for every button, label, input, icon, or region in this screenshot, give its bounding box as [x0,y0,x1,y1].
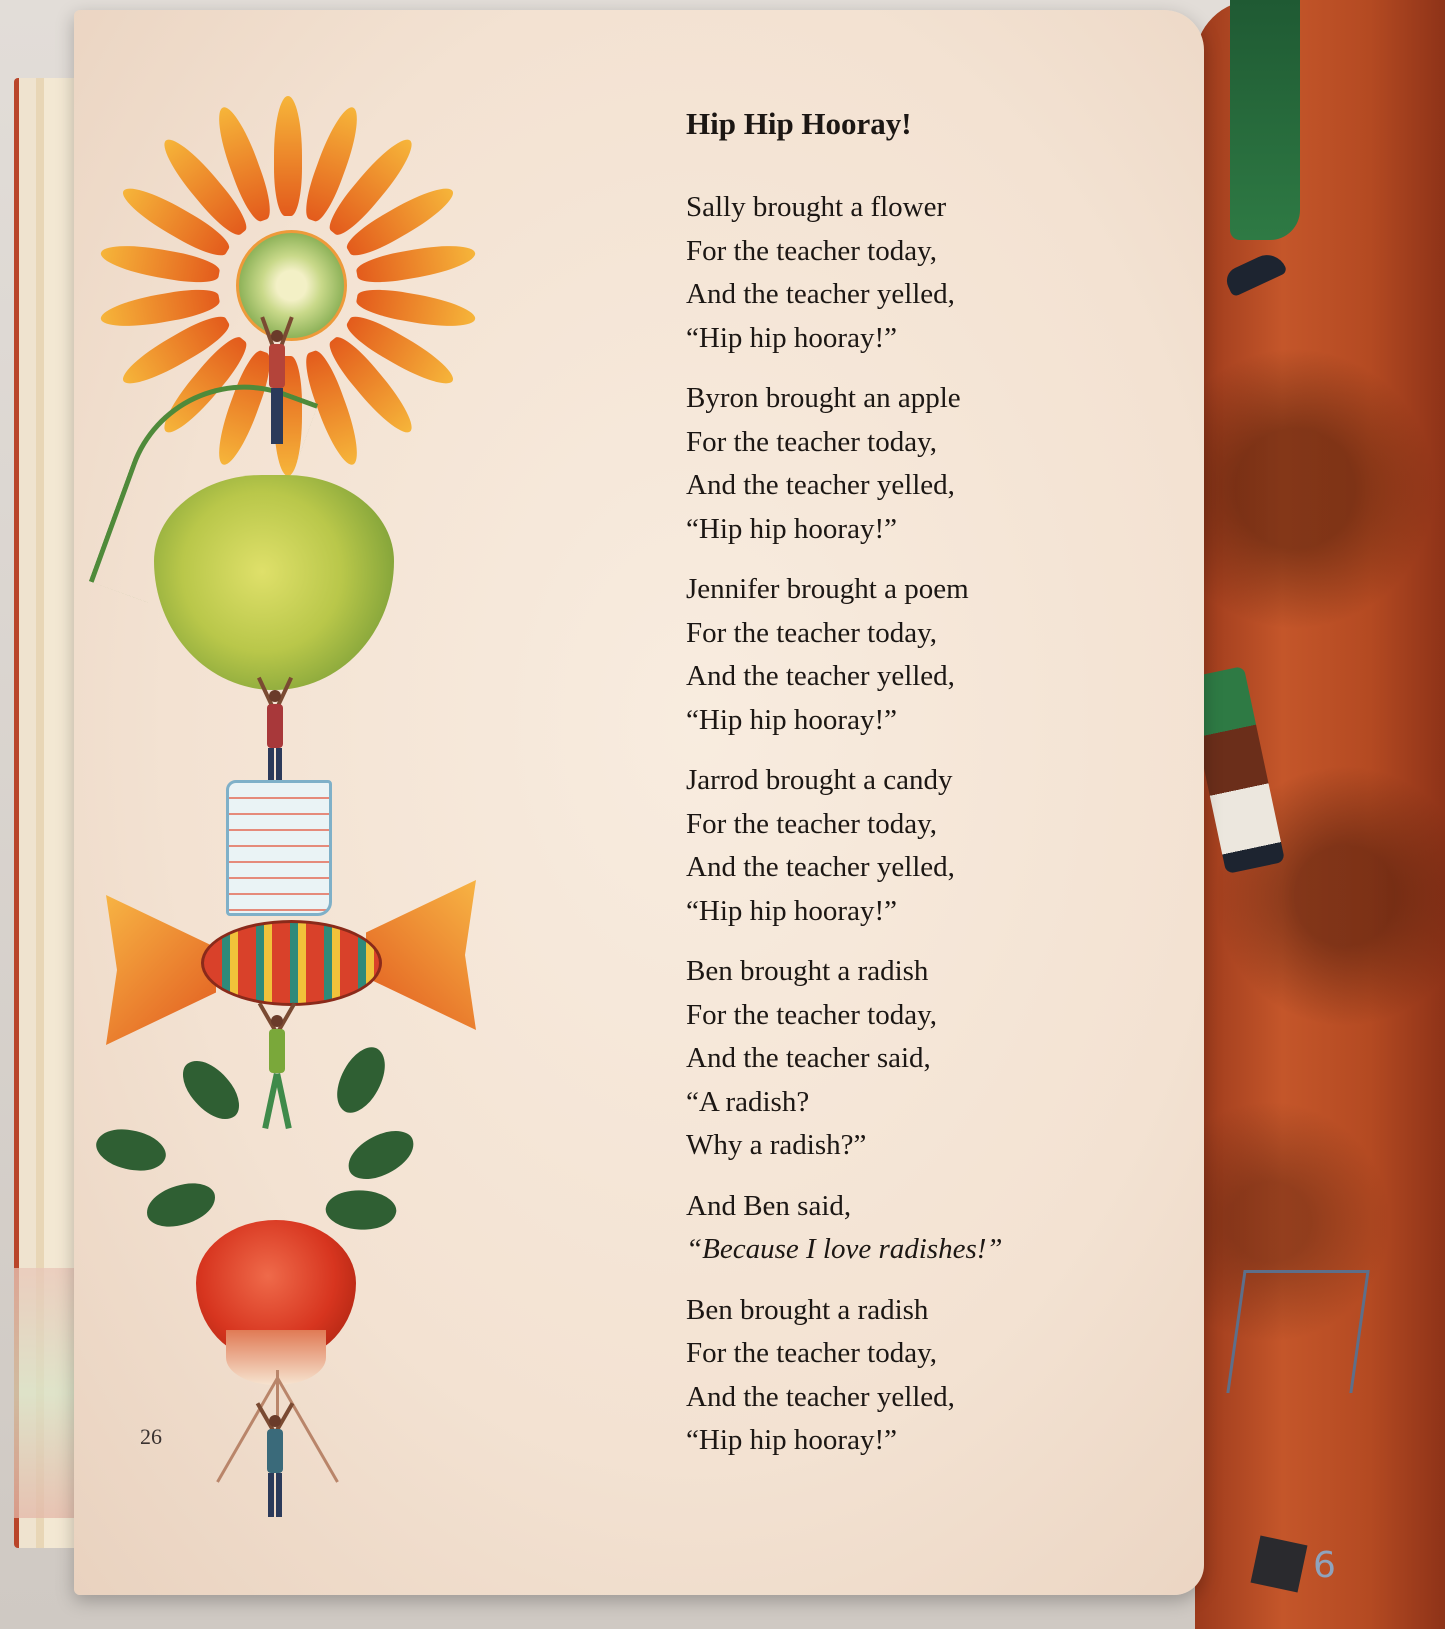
radish-leaf [143,1179,219,1231]
radish-leaf [341,1124,420,1186]
poem-line: “A radish? [686,1085,810,1118]
poem-stanza [686,759,1066,933]
poem-line: Sally brought a flower [686,191,947,223]
poem-line: For the teacher today, [686,998,937,1031]
child-figure [266,1015,288,1135]
radish-leaf [175,1050,248,1130]
hopscotch-number: 6 [1313,1545,1336,1586]
poem-line: Jennifer brought a poem [686,573,969,605]
poem-stanza [686,568,1066,742]
hopscotch-tile [1251,1536,1308,1593]
poem-line: And the teacher yelled, [686,851,955,883]
poem-line: “Hip hip hooray!” [686,512,897,545]
candy-wrapper-left [106,895,216,1045]
poem-line: For the teacher today, [686,425,937,458]
poem-line: And the teacher yelled, [686,469,955,501]
poem-line: For the teacher today, [686,1337,937,1369]
poem-line: “Hip hip hooray!” [686,703,897,736]
poem-line: Byron brought an apple [686,382,961,414]
candy-icon [201,920,382,1006]
stacked-page-edges [14,78,78,1548]
poem-line: And the teacher said, [686,1042,931,1074]
poem-line: And the teacher yelled, [686,660,955,692]
poem-line: For the teacher today, [686,234,937,267]
poem-line: Ben brought a radish [686,955,929,987]
poem-line: “Hip hip hooray!” [686,321,897,354]
page-edge-color-strip [14,1268,78,1518]
apple-icon [154,475,394,690]
child-figure [264,1415,286,1515]
poem-line: And the teacher yelled, [686,1380,955,1413]
sunflower-petal [274,96,302,216]
poem-line: And Ben said, [686,1189,852,1222]
poem-line: Why a radish?” [686,1129,867,1161]
poem-line: “Hip hip hooray!” [686,894,897,927]
green-trousers-shape [1230,0,1300,240]
poem-body [686,186,1066,1463]
poem-line: Jarrod brought a candy [686,764,953,796]
radish-leaf [91,1119,170,1181]
sunflower-center [236,230,347,341]
poem-stanza [686,377,1066,551]
radish-leaf [323,1184,399,1236]
sneaker-icon [1222,249,1287,298]
poem-scroll-icon [226,780,332,916]
child-figure [266,330,288,450]
poem-title: Hip Hip Hooray! [686,106,912,141]
poem-line: Ben brought a radish [686,1293,929,1326]
poem-stanza [686,950,1066,1168]
page-number: 26 [140,1424,162,1449]
candy-wrapper-right [366,880,476,1030]
swing-set-icon [1226,1270,1369,1393]
facing-page-illustration [1195,0,1445,1629]
radish-leaf [325,1040,398,1120]
poem-stanza [686,186,1066,360]
poem-line: “Because I love radishes!” [686,1233,1003,1265]
poem-stanza [686,1185,1066,1272]
poem-line: And the teacher yelled, [686,278,955,310]
poem [686,106,1066,1480]
poem-line: For the teacher today, [686,807,937,840]
poem-line: For the teacher today, [686,616,937,649]
stacked-gifts-illustration [96,40,496,1600]
poem-stanza [686,1289,1066,1463]
poem-line: “Hip hip hooray!” [686,1424,897,1456]
